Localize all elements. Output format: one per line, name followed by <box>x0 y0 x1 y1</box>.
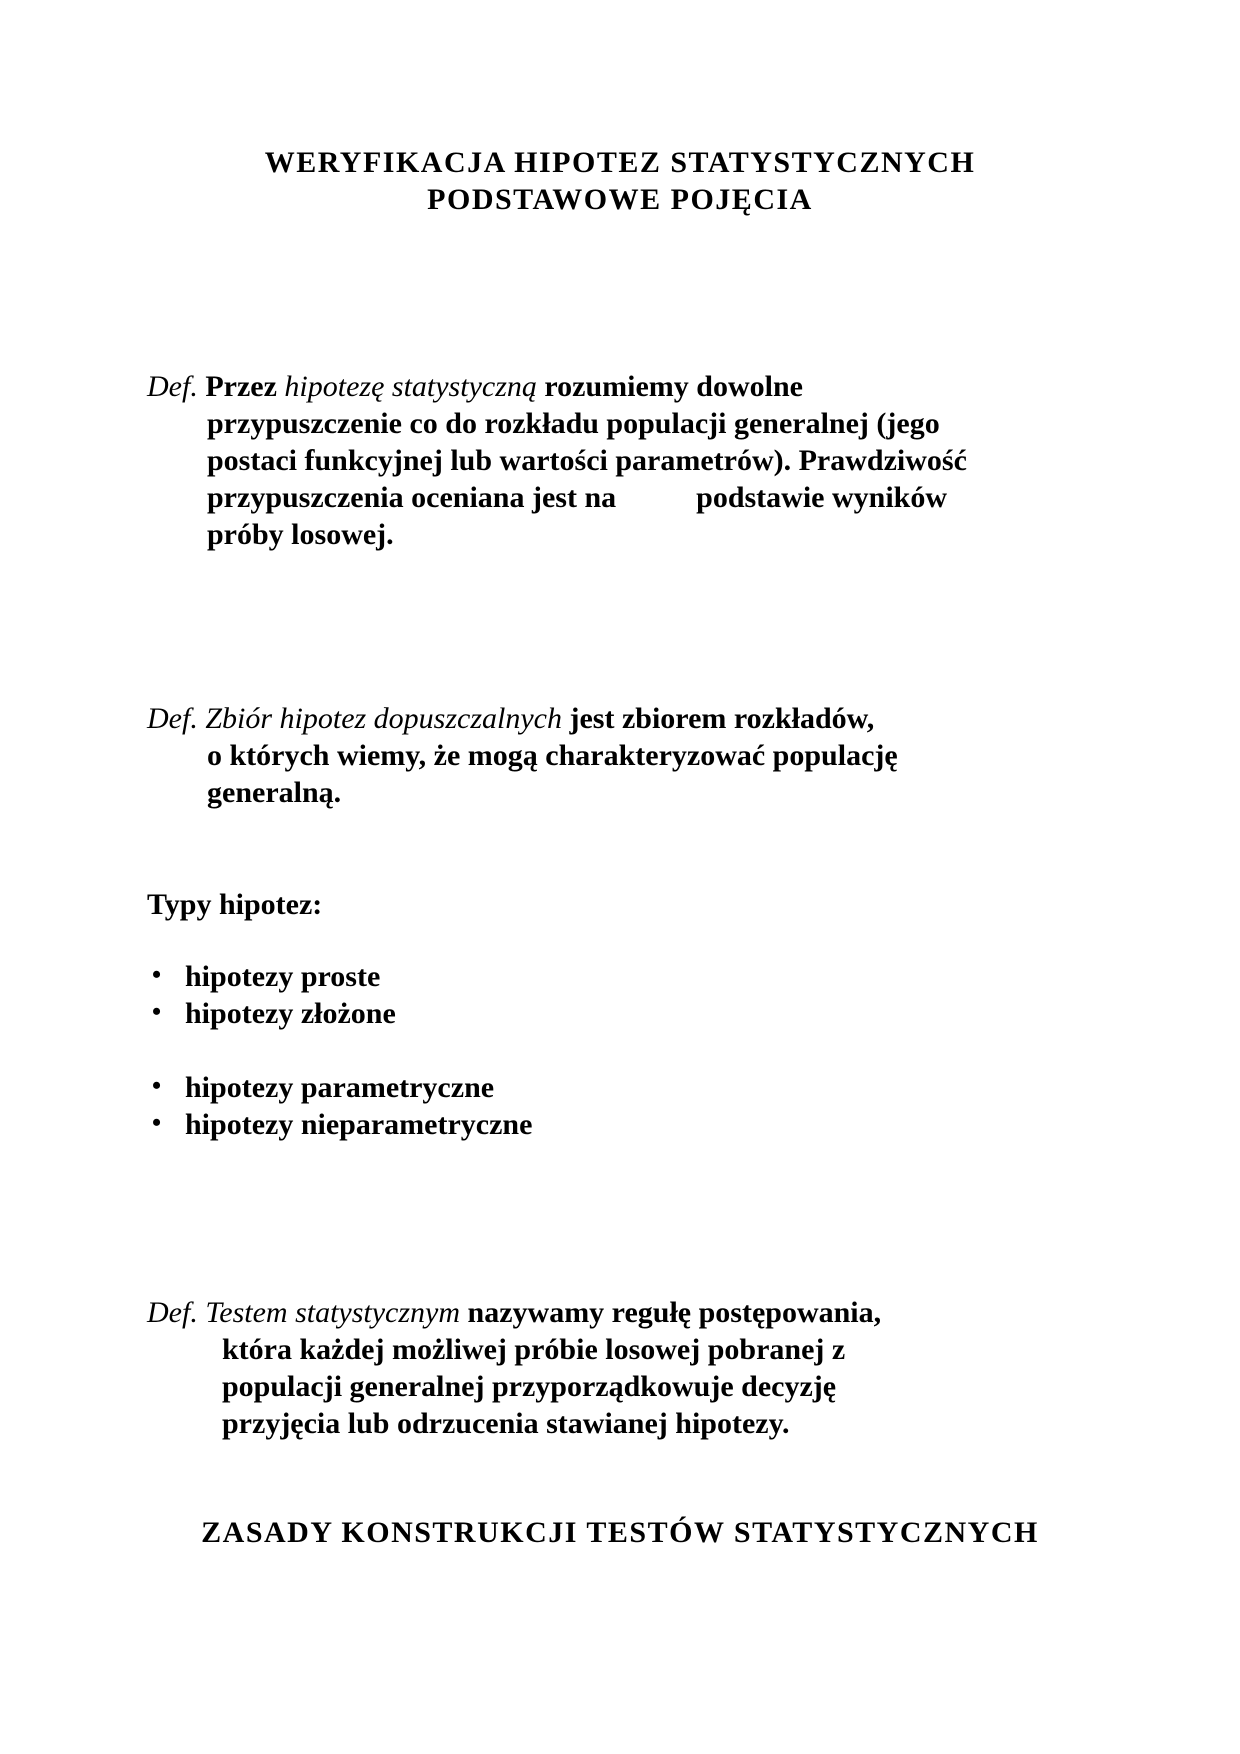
list-item-label: hipotezy nieparametryczne <box>185 1108 533 1141</box>
bullet-icon: • <box>152 1071 162 1100</box>
document-subtitle: PODSTAWOWE POJĘCIA <box>427 183 813 216</box>
def-label: Def. <box>147 1296 198 1329</box>
def-rest: rozumiemy dowolne <box>544 370 803 403</box>
definition-line: przypuszczenie co do rozkładu populacji generalnej (jego <box>207 407 940 440</box>
def-lead: Przez <box>205 370 277 403</box>
definition-line <box>147 1294 881 1331</box>
bullet-icon: • <box>152 960 162 989</box>
def-label: Def. <box>147 370 198 403</box>
definition-line <box>147 479 967 516</box>
def-term: Zbiór hipotez dopuszczalnych <box>205 702 562 735</box>
list-item-label: hipotezy parametryczne <box>185 1071 495 1104</box>
list-item-label: hipotezy proste <box>185 960 381 993</box>
definition-line: która każdej możliwej próbie losowej pobranej z <box>222 1333 846 1366</box>
section-heading: ZASADY KONSTRUKCJI TESTÓW STATYSTYCZNYCH <box>201 1516 1039 1549</box>
def-text: przypuszczenia oceniana jest na <box>207 481 617 514</box>
definition-line <box>147 700 898 737</box>
def-text: podstawie wyników <box>696 481 948 514</box>
definition-line: generalną. <box>207 776 342 809</box>
definition-line: postaci funkcyjnej lub wartości parametrów). Prawdziwość <box>207 444 967 477</box>
definition-line: próby losowej. <box>207 518 394 551</box>
document-title: WERYFIKACJA HIPOTEZ STATYSTYCZNYCH <box>264 146 976 179</box>
definition-line: przyjęcia lub odrzucenia stawianej hipotezy. <box>222 1407 790 1440</box>
list-item <box>152 960 381 994</box>
list-item <box>152 997 396 1031</box>
def-rest: jest zbiorem rozkładów, <box>569 702 875 735</box>
definition-statistical-test <box>147 1294 881 1442</box>
list-item-label: hipotezy złożone <box>185 997 396 1030</box>
def-label: Def. <box>147 702 198 735</box>
def-term: hipotezę statystyczną <box>284 370 537 403</box>
definition-line: o których wiemy, że mogą charakteryzować populację <box>207 739 898 772</box>
types-heading: Typy hipotez: <box>147 888 323 921</box>
bullet-icon: • <box>152 1108 162 1137</box>
definition-line <box>147 368 967 405</box>
definition-admissible-hypotheses <box>147 700 898 811</box>
list-item <box>152 1108 533 1142</box>
definition-hypothesis <box>147 368 967 553</box>
bullet-icon: • <box>152 997 162 1026</box>
def-term: Testem statystycznym <box>205 1296 461 1329</box>
list-item <box>152 1071 495 1105</box>
def-rest: nazywamy regułę postępowania, <box>467 1296 882 1329</box>
definition-line: populacji generalnej przyporządkowuje decyzję <box>222 1370 837 1403</box>
